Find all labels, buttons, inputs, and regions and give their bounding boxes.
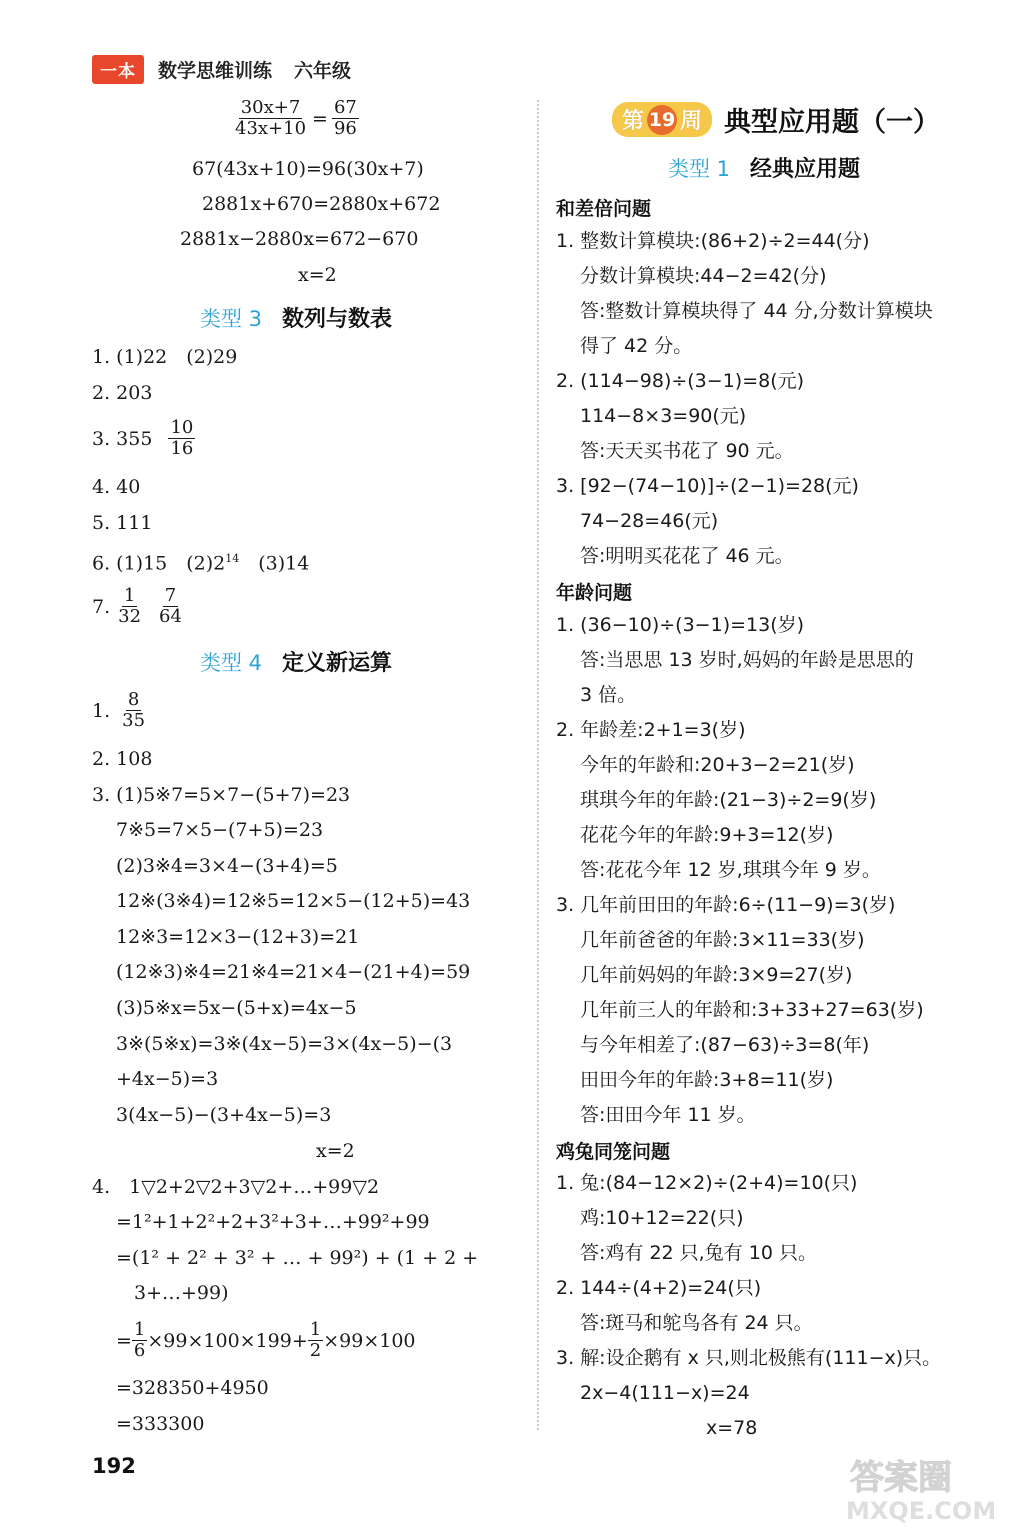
solution-line: 3+…+99) — [134, 1282, 229, 1304]
fraction-numerator: 8 — [127, 689, 140, 710]
exponent: 14 — [225, 552, 240, 565]
solution-line: 分数计算模块:44−2=42(分) — [580, 265, 827, 287]
solution-line: 田田今年的年龄:3+8=11(岁) — [580, 1069, 834, 1091]
solution-line: (2)3※4=3×4−(3+4)=5 — [116, 855, 338, 877]
solution-line: 3(4x−5)−(3+4x−5)=3 — [116, 1104, 332, 1126]
subheading: 鸡兔同笼问题 — [556, 1141, 671, 1163]
section-tag: 类型 1 — [668, 157, 731, 181]
solution-line: 1. (36−10)÷(3−1)=13(岁) — [556, 614, 805, 636]
fraction — [157, 586, 184, 627]
week-badge — [612, 102, 712, 137]
solution-line: 答:花花今年 12 岁,琪琪今年 9 岁。 — [580, 859, 881, 881]
fraction-rhs — [332, 98, 359, 139]
solution-line: x=78 — [706, 1417, 758, 1439]
solution-line: 答:田田今年 11 岁。 — [580, 1104, 756, 1126]
equation-line: 67(43x+10)=96(30x+7) — [192, 158, 424, 180]
solution-line: 7※5=7×5−(7+5)=23 — [116, 819, 324, 841]
watermark-bottom: MXQE.COM — [846, 1497, 997, 1525]
fraction-denominator: 6 — [133, 1340, 146, 1361]
fraction-denominator: 32 — [118, 606, 142, 627]
fraction-denominator: 96 — [333, 118, 357, 139]
watermark-logo — [842, 1455, 1012, 1525]
solution-line: 4. 1▽2+2▽2+3▽2+…+99▽2 — [92, 1176, 380, 1198]
solution-line: 2. 年龄差:2+1=3(岁) — [556, 719, 746, 741]
solution-line: 74−28=46(元) — [580, 510, 719, 532]
fraction-numerator: 1 — [123, 585, 136, 606]
section-tag: 类型 4 — [200, 651, 263, 675]
fraction-numerator: 7 — [164, 585, 177, 606]
solution-line: x=2 — [316, 1140, 355, 1162]
watermark-top: 答案圈 — [850, 1458, 952, 1498]
solution-line: =1²+1+2²+2+3²+3+…+99²+99 — [116, 1211, 430, 1233]
solution-line: =333300 — [116, 1413, 205, 1435]
fraction — [132, 1320, 147, 1361]
equation-line: 2881x−2880x=672−670 — [180, 228, 419, 250]
section-name: 经典应用题 — [750, 157, 861, 182]
solution-line: 几年前爸爸的年龄:3×11=33(岁) — [580, 929, 865, 951]
solution-line: 12※(3※4)=12※5=12×5−(12+5)=43 — [116, 890, 471, 912]
solution-line: 2x−4(111−x)=24 — [580, 1382, 750, 1404]
solution-line: 得了 42 分。 — [580, 335, 693, 357]
equation-line: 2881x+670=2880x+672 — [202, 193, 441, 215]
section-heading-4 — [200, 646, 392, 677]
fraction-denominator: 16 — [170, 438, 194, 459]
section-tag: 类型 3 — [200, 307, 263, 331]
fraction-denominator: 64 — [159, 606, 182, 627]
solution-line: 今年的年龄和:20+3−2=21(岁) — [580, 754, 855, 776]
page-number: 192 — [92, 1454, 136, 1478]
answer-item — [92, 546, 309, 576]
book-title: 数学思维训练 — [158, 59, 273, 82]
solution-line: 答:鸡有 22 只,兔有 10 只。 — [580, 1242, 817, 1264]
answer-item: 5. 111 — [92, 512, 153, 534]
solution-line: 鸡:10+12=22(只) — [580, 1207, 744, 1229]
solution-line: 与今年相差了:(87−63)÷3=8(年) — [580, 1034, 870, 1056]
solution-line: 114−8×3=90(元) — [580, 405, 747, 427]
subheading: 年龄问题 — [556, 582, 633, 604]
solution-line-fraction — [116, 1320, 416, 1361]
week-suffix: 周 — [680, 109, 703, 134]
equation-fraction: $\frac{30x+7}{43x+10}$ = $\frac{67}{96}$ — [235, 97, 357, 139]
fraction — [168, 418, 195, 459]
fraction-lhs — [233, 98, 308, 139]
week-heading — [612, 100, 940, 139]
section-name: 数列与数表 — [282, 307, 393, 332]
fraction-denominator: 43x+10 — [235, 118, 307, 139]
grade-label: 六年级 — [294, 59, 352, 82]
equals-sign: = — [116, 1329, 132, 1352]
solution-line: (3)5※x=5x−(5+x)=4x−5 — [116, 997, 357, 1019]
answer-text: 6. (1)15 (2)2 — [92, 552, 226, 575]
answer-text: 7. — [92, 595, 111, 618]
solution-line: 答:斑马和鸵鸟各有 24 只。 — [580, 1312, 813, 1334]
fraction-denominator: 2 — [309, 1340, 322, 1361]
page-header — [92, 52, 351, 86]
fraction-denominator: 35 — [122, 710, 146, 731]
column-divider — [537, 100, 539, 1430]
answer-text: 1. — [92, 699, 111, 722]
expression-text: ×99×100×199+ — [147, 1329, 308, 1352]
fraction-numerator: 1 — [133, 1319, 146, 1340]
answer-text: (3)14 — [239, 552, 310, 575]
solution-line: 3. (1)5※7=5×7−(5+7)=23 — [92, 784, 351, 806]
answer-item: 4. 40 — [92, 476, 141, 498]
solution-line: 答:当思思 13 岁时,妈妈的年龄是思思的 — [580, 649, 914, 671]
fraction-numerator: 10 — [170, 417, 194, 438]
fraction-numerator: 1 — [309, 1319, 322, 1340]
answer-item: 2. 108 — [92, 748, 153, 770]
solution-line: 琪琪今年的年龄:(21−3)÷2=9(岁) — [580, 789, 877, 811]
answer-item — [92, 418, 195, 459]
answer-item — [92, 586, 184, 627]
week-title: 典型应用题（一） — [724, 107, 941, 138]
solution-line: 3. [92−(74−10)]÷(2−1)=28(元) — [556, 475, 859, 497]
solution-line: 12※3=12×3−(12+3)=21 — [116, 926, 360, 948]
solution-line: 几年前三人的年龄和:3+33+27=63(岁) — [580, 999, 924, 1021]
answer-text: 3. 355 — [92, 427, 153, 450]
solution-line: 1. 整数计算模块:(86+2)÷2=44(分) — [556, 230, 870, 252]
solution-line: 答:整数计算模块得了 44 分,分数计算模块 — [580, 300, 933, 322]
answer-item: 2. 203 — [92, 382, 153, 404]
fraction — [308, 1320, 323, 1361]
fraction-numerator: 30x+7 — [240, 97, 301, 118]
solution-line: 答:天天买书花了 90 元。 — [580, 440, 794, 462]
subheading: 和差倍问题 — [556, 198, 652, 220]
solution-line: 3※(5※x)=3※(4x−5)=3×(4x−5)−(3 — [116, 1033, 453, 1055]
section-heading-1 — [668, 152, 860, 183]
fraction — [116, 586, 143, 627]
solution-line: 3 倍。 — [580, 684, 637, 706]
fraction — [120, 690, 147, 731]
week-number: 19 — [647, 105, 677, 135]
solution-line: 3. 几年前田田的年龄:6÷(11−9)=3(岁) — [556, 894, 896, 916]
solution-line: 答:明明买花花了 46 元。 — [580, 545, 794, 567]
expression-text: ×99×100 — [323, 1329, 416, 1352]
solution-line: 3. 解:设企鹅有 x 只,则北极熊有(111−x)只。 — [556, 1347, 942, 1369]
answer-item — [92, 690, 147, 731]
solution-line: 1. 兔:(84−12×2)÷(2+4)=10(只) — [556, 1172, 858, 1194]
solution-line: (12※3)※4=21※4=21×4−(21+4)=59 — [116, 961, 471, 983]
section-heading-3 — [200, 302, 392, 333]
week-prefix: 第 — [622, 109, 645, 134]
answer-item: 1. (1)22 (2)29 — [92, 346, 238, 368]
solution-line: 花花今年的年龄:9+3=12(岁) — [580, 824, 834, 846]
solution-line: 2. (114−98)÷(3−1)=8(元) — [556, 370, 805, 392]
section-name: 定义新运算 — [282, 651, 393, 676]
brand-logo: 一本 — [92, 55, 144, 84]
solution-line: =(1² + 2² + 3² + … + 99²) + (1 + 2 + — [116, 1247, 479, 1269]
solution-line: 2. 144÷(4+2)=24(只) — [556, 1277, 762, 1299]
solution-line: 几年前妈妈的年龄:3×9=27(岁) — [580, 964, 853, 986]
fraction-numerator: 67 — [333, 97, 357, 118]
solution-line: +4x−5)=3 — [116, 1068, 219, 1090]
solution-line: =328350+4950 — [116, 1377, 269, 1399]
equation-line: x=2 — [298, 264, 337, 286]
